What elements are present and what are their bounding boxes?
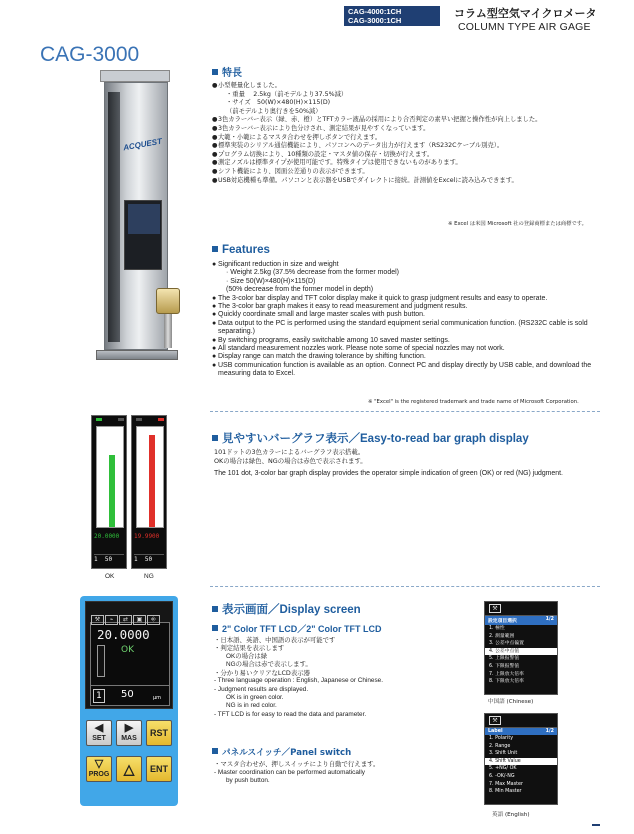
feature-text: (50% decrease from the former model in depth) [226, 286, 374, 294]
bullet-icon: ● [212, 353, 217, 361]
heading-square-icon [212, 69, 218, 75]
product-column-image [96, 70, 178, 360]
usb-icon: ⎆ [147, 615, 160, 625]
feature-item [212, 159, 624, 168]
ng-bar-fill [149, 435, 155, 527]
bullet-icon: ● [212, 159, 218, 167]
heading-square-icon [212, 435, 218, 441]
feature-item [212, 345, 618, 353]
bullet-icon: ● [212, 133, 218, 141]
menu-item[interactable]: 2. 測量範囲 [489, 633, 515, 639]
model-line-1: CAG-4000:1CH [348, 7, 402, 16]
bullet-icon: ● [212, 150, 218, 158]
model-badge [344, 6, 440, 26]
bullet-icon: ● [212, 176, 218, 184]
ng-bar-panel [131, 415, 167, 569]
feature-text: 3色カラーバー表示により色分けされ、測定結果が見やすくなっています。 [218, 124, 430, 132]
menu-screen-chinese [484, 601, 558, 695]
menu-item[interactable]: 7. Max Master [489, 781, 523, 787]
feature-item [212, 278, 618, 286]
wrench-icon: ⚒ [489, 604, 501, 613]
features-en-heading: Features [212, 244, 270, 256]
ok-value: 20.0000 [94, 533, 120, 540]
menu-item[interactable]: 5. +NG/ OK [489, 766, 517, 772]
lcd-reading: 50 [121, 689, 134, 700]
menu-item[interactable]: 4. Shift Value [485, 758, 557, 766]
feature-text: All standard measurement nozzles work. Please note some of special nozzles may not work. [218, 345, 505, 353]
product-logo: ACQUEST [122, 136, 163, 153]
description-line: OKの場合は緑 [226, 652, 268, 660]
menu-item[interactable]: 7. 上限放大倍率 [489, 671, 524, 677]
column-top-cap [100, 70, 170, 82]
menu-item[interactable]: 2. Range [489, 743, 511, 749]
features-jp-note: ※ Excel は米国 Microsoft 社の登録商標または商標です。 [448, 221, 587, 227]
feature-text: Quickly coordinate small and large master scales with push button. [218, 311, 425, 319]
menu-header: Label 1/2 [485, 728, 557, 735]
feature-item [212, 311, 618, 319]
air-regulator [156, 288, 180, 314]
bullet-icon: ● [212, 303, 217, 311]
ok-indicator [136, 418, 142, 421]
feature-item [212, 99, 624, 108]
feature-item [212, 82, 624, 91]
header-title-en: COLUMN TYPE AIR GAGE [458, 21, 591, 33]
feature-text: 測定ノズルは標準タイプが使用可能です。特殊タイプは使用できないものがあります。 [218, 159, 462, 167]
display-unit-panel [80, 596, 178, 806]
description-line: ・マスタ合わせが、押しスイッチにより自動で行えます。 [214, 760, 380, 768]
description-line: ・日本語、英語、中国語の表示が可能です [214, 636, 336, 644]
feature-item [212, 91, 624, 100]
panel-switch-description [214, 760, 464, 786]
menu-item[interactable]: 6. -OK/-NG [489, 773, 515, 779]
menu-items [485, 735, 557, 796]
feature-item [212, 286, 618, 294]
feature-text: The 3-color bar display and TFT color display make it quick to grasp judgment results and easy to operate. [218, 294, 548, 302]
menu-caption-chinese: 中国語 (Chinese) [488, 699, 534, 705]
feature-text: USB対応機種も準備。パソコンと表示器をUSBでダイレクトに接続。計測値をExcelに読み込みできます。 [218, 176, 518, 184]
menu-items [485, 625, 557, 686]
menu-top-bar [485, 714, 557, 728]
program-button[interactable]: ▽ PROG [86, 756, 112, 782]
ng-unit: 1 50 [134, 554, 164, 564]
tft-lcd-screen [90, 616, 170, 706]
left-arrow-icon: ◀ [94, 722, 104, 734]
feature-text: ・サイズ 50(W)×480(H)×115(D) [226, 99, 331, 107]
description-line: by push button. [226, 777, 270, 785]
master-button[interactable]: ▶ MAS [116, 720, 142, 746]
air-probe [164, 314, 172, 348]
bar-graph-heading: 見やすいバーグラフ表示／Easy-to-read bar graph display [212, 430, 529, 446]
feature-item [212, 295, 618, 303]
feature-text: The 3-color bar graph makes it easy to read measurement and judgment results. [218, 303, 468, 311]
bullet-icon: ● [212, 261, 217, 268]
display-screen-heading: 表示画面／Display screen [212, 601, 361, 617]
feature-text: シフト機能により、図面公差通りの表示ができます。 [218, 167, 369, 175]
menu-item[interactable]: 8. Min Master [489, 789, 522, 795]
heading-square-icon [212, 625, 218, 631]
lcd-measured-value: 20.0000 [97, 627, 150, 642]
feature-text: 大範・小範によるマスタ合わせを押しボタンで行えます。 [218, 133, 382, 141]
bar-graph-jp-text: 101ドットの3色カラーによるバーグラフ表示搭載。 OKの場合は緑色、NGの場合は赤色で表示されます。 [214, 448, 367, 465]
header-title-jp: コラム型空気マイクロメータ [454, 7, 597, 20]
ng-caption: NG [144, 573, 154, 580]
features-jp-list [212, 82, 624, 185]
panel-switch-heading: パネルスイッチ／Panel switch [212, 746, 351, 758]
feature-text: 標準実装のシリアル通信機能により、パソコンへのデータ出力が行えます（RS232Cケーブル別売）。 [218, 142, 504, 150]
lcd-bottom-row [91, 685, 169, 705]
heading-square-icon [212, 606, 218, 612]
down-arrow-icon: ▽ [94, 758, 104, 770]
feature-item [212, 177, 624, 186]
bullet-icon: ● [212, 82, 218, 89]
bullet-icon: ● [212, 336, 217, 344]
menu-item[interactable]: 1. Polarity [489, 736, 514, 741]
menu-item[interactable]: 3. Shift Unit [489, 751, 518, 757]
bullet-icon: ● [212, 345, 217, 353]
menu-item[interactable]: 1. 極性 [489, 626, 505, 631]
heading-square-icon [212, 748, 218, 754]
lock-icon: ▣ [133, 615, 146, 625]
feature-text: · Size 50(W)×480(H)×115(D) [226, 277, 316, 285]
feature-text: Data output to the PC is performed using the standard equipment serial communication function. (RS232C cable is sold separating.) [218, 319, 588, 336]
lcd-status-bar [91, 606, 169, 623]
page-corner-mark [592, 824, 600, 826]
right-arrow-icon: ▶ [124, 722, 134, 734]
description-line: NG is in red color. [226, 702, 277, 710]
feature-item [212, 168, 624, 177]
menu-caption-english: 英語 (English) [492, 812, 530, 818]
description-line: NGの場合は赤で表示します。 [226, 660, 312, 668]
features-en-list [212, 261, 618, 379]
feature-text: （前モデルより奥行きを50%減） [226, 107, 322, 115]
description-line: OK is in green color. [226, 694, 284, 702]
plug-icon: ⌁ [105, 615, 118, 625]
bullet-icon: ● [212, 361, 217, 369]
feature-text: ・重量 2.5kg（前モデルより37.5%減） [226, 90, 348, 98]
feature-item [212, 269, 618, 277]
feature-item [212, 320, 618, 337]
bullet-icon: ● [212, 124, 218, 132]
description-line: - Judgment results are displayed. [214, 685, 309, 693]
up-arrow-icon: △ [123, 761, 135, 777]
description-line: ・分かり易いクリアなLCD表示器 [214, 669, 311, 678]
lcd-frame [85, 601, 173, 709]
section-divider [210, 411, 600, 412]
description-line: - Master coordination can be performed automatically [214, 768, 365, 776]
feature-item [212, 125, 624, 134]
column-display-screen [128, 204, 160, 234]
column-bar-rail [108, 92, 120, 342]
column-base [96, 350, 178, 360]
feature-item [212, 303, 618, 311]
feature-item [212, 362, 618, 379]
feature-text: 3色カラーバー表示（緑、赤、橙）とTFTカラー液晶の採用により合否判定の素早い把握と操作性が向上しました。 [218, 116, 542, 124]
ng-indicator [158, 418, 164, 421]
feature-text: 小型軽量化しました。 [218, 82, 281, 89]
bullet-icon: ● [212, 294, 217, 302]
menu-item[interactable]: 3. 公差中点偏置 [489, 641, 524, 647]
bullet-icon: ● [212, 116, 218, 124]
lcd-judgment: OK [121, 645, 134, 655]
heading-square-icon [212, 246, 218, 252]
description-line: ・判定結果を表示します [214, 644, 285, 653]
menu-top-bar [485, 602, 557, 616]
lcd-description [214, 636, 464, 719]
menu-item[interactable]: 4. 公差中点值 [485, 648, 557, 656]
bar-graph-en-text: The 101 dot, 3-color bar graph display provides the operator simple indication of green (OK) or red (NG) judgment. [214, 470, 563, 477]
ng-bar-track [136, 426, 164, 528]
wrench-icon: ⚒ [91, 615, 104, 625]
feature-text: Display range can match the drawing tolerance by shifting function. [218, 353, 426, 361]
lcd-unit: μm [153, 695, 162, 701]
bullet-icon: ● [212, 142, 218, 150]
features-en-note: ※ "Excel" is the registered trademark and trade name of Microsoft Corporation. [368, 399, 579, 405]
wrench-icon: ⚒ [489, 716, 501, 725]
bar-graph-illustration [91, 415, 167, 569]
menu-screen-english [484, 713, 558, 805]
ok-bar-track [96, 426, 124, 528]
up-button[interactable] [116, 756, 142, 782]
menu-header: 設定項目選択 1/2 [485, 616, 557, 625]
link-icon: ⇄ [119, 615, 132, 625]
ok-unit: 1 50 [94, 554, 124, 564]
feature-text: プログラム切換により、10種類の設定・マスタ値の保存・切換が行えます。 [218, 150, 434, 158]
feature-item [212, 116, 624, 125]
reset-button[interactable]: RST [146, 720, 172, 746]
description-line: - TFT LCD is for easy to read the data and parameter. [214, 710, 367, 718]
section-divider [210, 586, 600, 587]
feature-text: By switching programs, easily switchable among 10 saved master settings. [218, 336, 450, 344]
ok-caption: OK [105, 573, 115, 580]
ok-bar-panel [91, 415, 127, 569]
features-jp-heading: 特長 [212, 64, 242, 79]
lcd-program-number: 1 [93, 689, 105, 703]
feature-item [212, 142, 624, 151]
column-display [124, 200, 162, 270]
feature-item [212, 337, 618, 345]
menu-item[interactable]: 6. 下限报警值 [489, 663, 520, 669]
menu-item[interactable]: 8. 下限放大倍率 [489, 679, 524, 685]
feature-item [212, 353, 618, 361]
lcd-heading: 2" Color TFT LCD／2" Color TFT LCD [212, 622, 382, 635]
description-line: - Three language operation : English, Japanese or Chinese. [214, 677, 383, 685]
enter-button[interactable]: ENT [146, 756, 172, 782]
model-line-2: CAG-3000:1CH [348, 16, 402, 25]
bullet-icon: ● [212, 167, 218, 175]
set-button[interactable]: ◀ SET [86, 720, 112, 746]
feature-item [212, 134, 624, 143]
feature-text: Significant reduction in size and weight [218, 261, 339, 268]
feature-item [212, 261, 618, 269]
menu-item[interactable]: 5. 上限报警值 [489, 656, 520, 662]
bullet-icon: ● [212, 319, 217, 327]
feature-text: · Weight 2.5kg (37.5% decrease from the former model) [226, 269, 400, 277]
lcd-mini-bar [97, 645, 105, 677]
ng-indicator [118, 418, 124, 421]
feature-text: USB communication function is available as an option. Connect PC and display directly by USB cable, and download the measuring data to Excel. [218, 361, 592, 378]
ok-indicator [96, 418, 102, 421]
page-title: CAG-3000 [40, 43, 140, 66]
ng-value: 19.9900 [134, 533, 160, 540]
ok-bar-fill [109, 455, 115, 527]
bullet-icon: ● [212, 311, 217, 319]
